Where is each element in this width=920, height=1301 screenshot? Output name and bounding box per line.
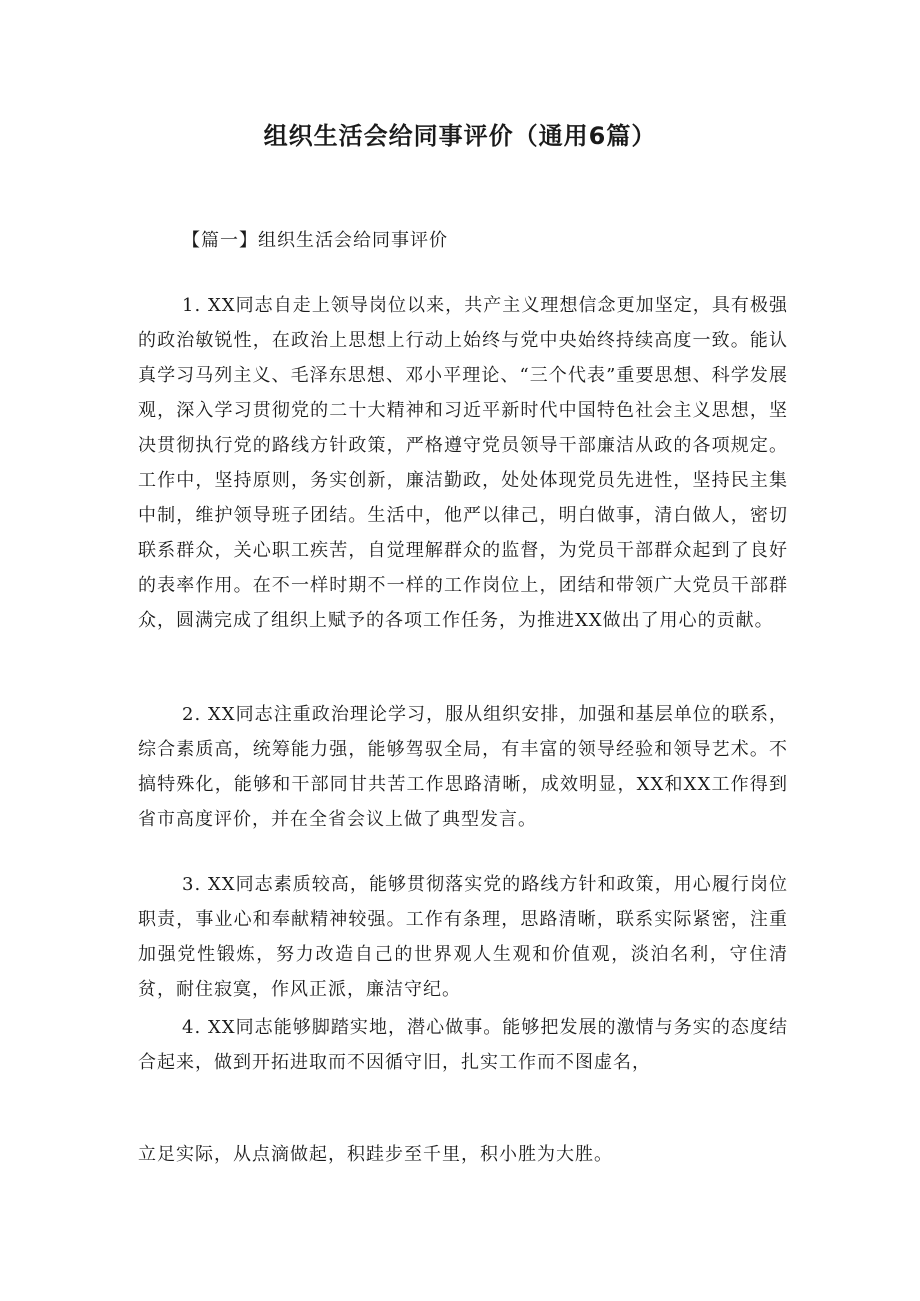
paragraph-4: 4. XX同志能够脚踏实地，潜心做事。能够把发展的激情与务实的态度结合起来，做到开拓进取而不因循守旧，扎实工作而不图虚名，: [138, 1017, 788, 1073]
section-heading: 【篇一】组织生活会给同事评价: [182, 230, 448, 251]
document-title: 组织生活会给同事评价（通用6篇）: [263, 122, 657, 150]
paragraph-3: 3. XX同志素质较高，能够贯彻落实党的路线方针和政策，用心履行岗位职责，事业心和奉献精神较强。工作有条理，思路清晰，联系实际紧密，注重加强党性锻炼，努力改造自己的世界观人生观和价值观，淡泊名利，守住清贫，耐住寂寞，作风正派，廉洁守纪。: [138, 874, 788, 1000]
paragraph-2: 2. XX同志注重政治理论学习，服从组织安排，加强和基层单位的联系，综合素质高，统筹能力强，能够驾驭全局，有丰富的领导经验和领导艺术。不搞特殊化，能够和干部同甘共苦工作思路清晰，成效明显，XX和XX工作得到省市高度评价，并在全省会议上做了典型发言。: [138, 704, 788, 830]
paragraph-4-continuation: 立足实际，从点滴做起，积跬步至千里，积小胜为大胜。: [138, 1144, 613, 1165]
paragraph-1: 1. XX同志自走上领导岗位以来，共产主义理想信念更加坚定，具有极强的政治敏锐性，在政治上思想上行动上始终与党中央始终持续高度一致。能认真学习马列主义、毛泽东思想、邓小平理论、“三个代表”重要思想、科学发展观，深入学习贯彻党的二十大精神和习近平新时代中国特色社会主义思想，坚决贯彻执行党的路线方针政策，严格遵守党员领导干部廉洁从政的各项规定。工作中，坚持原则，务实创新，廉洁勤政，处处体现党员先进性，坚持民主集中制，维护领导班子团结。生活中，他严以律己，明白做事，清白做人，密切联系群众，关心职工疾苦，自觉理解群众的监督，为党员干部群众起到了良好的表率作用。在不一样时期不一样的工作岗位上，团结和带领广大党员干部群众，圆满完成了组织上赋予的各项工作任务，为推进XX做出了用心的贡献。: [138, 295, 788, 631]
